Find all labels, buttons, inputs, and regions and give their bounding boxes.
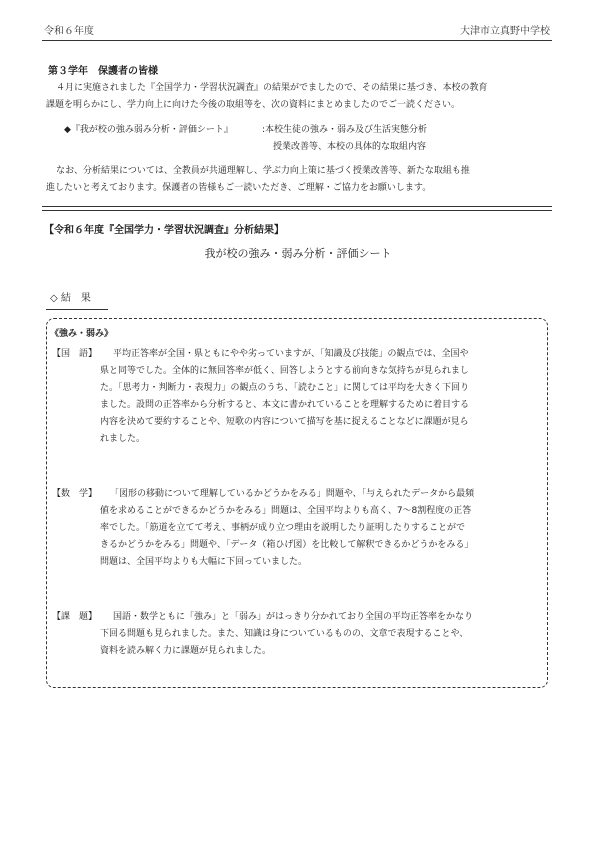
issues-line: 資料を読み解く力に課題が見られました。 xyxy=(100,646,272,656)
issues-line: 国語・数学ともに「強み」と「弱み」がはっきり分かれており全国の平均正答率をかなり xyxy=(113,612,474,622)
math-label: 【数 学】 xyxy=(52,489,98,499)
japanese-line: 県と同等でした。全体的に無回答率が低く、回答しようとする前向きな気持ちが見られまし xyxy=(100,366,469,376)
math-line: きるかどうかをみる」問題や、「データ（箱ひげ図）を比較して解釈できるかどうかをみる」 xyxy=(100,540,474,550)
japanese-line: 内容を決めて要約することや、短歌の内容について描写を基に捉えることなどに課題が見ら xyxy=(100,417,469,427)
results-section-label: ◇ 結 果 xyxy=(50,293,91,304)
issues-label: 【課 題】 xyxy=(52,612,98,622)
math-line: 値を求めることができるかどうかをみる」問題は、全国平均よりも高く、7～8割程度の正答 xyxy=(100,506,472,516)
header-school-name: 大津市立真野中学校 xyxy=(460,26,550,37)
japanese-line: ました。設問の正答率から分析すると、本文に書かれていることを理解するために着目する xyxy=(100,400,470,410)
issues-paragraph xyxy=(100,609,473,660)
notice-title: 第３学年 保護者の皆様 xyxy=(48,66,158,77)
box-title: 《強み・弱み》 xyxy=(50,329,114,339)
math-paragraph xyxy=(100,486,474,571)
notice-bullet-item-1: :本校生徒の強み・弱み及び生活実態分析 xyxy=(262,125,428,135)
japanese-label: 【国 語】 xyxy=(52,349,98,359)
notice-line-2: 課題を明らかにし、学力向上に向けた今後の取組等を、次の資料にまとめましたのでご一読ください。 xyxy=(46,100,461,110)
notice-bullet-label: ◆『我が校の強み弱み分析・評価シート』 xyxy=(64,125,233,135)
notice-closing-line-1: なお、分析結果については、全教員が共通理解し、学ぶ力向上策に基づく授業改善等、新たな取組も推 xyxy=(56,166,470,176)
math-line: 問題は、全国平均よりも大幅に下回っていました。 xyxy=(100,557,308,567)
results-subtitle: 我が校の強み・弱み分析・評価シート xyxy=(204,247,392,260)
header-year: 令和６年度 xyxy=(44,26,94,37)
section-divider xyxy=(42,206,552,211)
japanese-line: た。「思考力・判断力・表現力」の観点のうち、「読むこと」に関しては平均を大きく下回り xyxy=(100,383,470,393)
notice-line-1: ４月に実施されました『全国学力・学習状況調査』の結果がでましたので、その結果に基づき、本校の教育 xyxy=(56,83,488,93)
results-heading: 【令和６年度『全国学力・学習状況調査』分析結果】 xyxy=(44,225,284,236)
japanese-paragraph xyxy=(100,346,469,448)
section-label-underline xyxy=(46,309,108,310)
notice-closing-line-2: 進したいと考えております。保護者の皆様もご一読いただき、ご理解・ご協力をお願いします。 xyxy=(46,183,432,193)
header-rule xyxy=(42,40,552,41)
japanese-line: 平均正答率が全国・県ともにやや劣っていますが、「知識及び技能」の観点では、全国や xyxy=(113,349,469,359)
notice-bullet-item-2: 授業改善等、本校の具体的な取組内容 xyxy=(273,142,427,152)
math-line: 「図形の移動について理解しているかどうかをみる」問題や、「与えられたデータから最頻 xyxy=(110,489,475,499)
japanese-line: れました。 xyxy=(100,434,146,444)
math-line: 率でした。「筋道を立てて考え、事柄が成り立つ理由を説明したり証明したりすることがで xyxy=(100,523,466,533)
issues-line: 下回る問題も見られました。また、知識は身についているものの、文章で表現することや、 xyxy=(100,629,469,639)
